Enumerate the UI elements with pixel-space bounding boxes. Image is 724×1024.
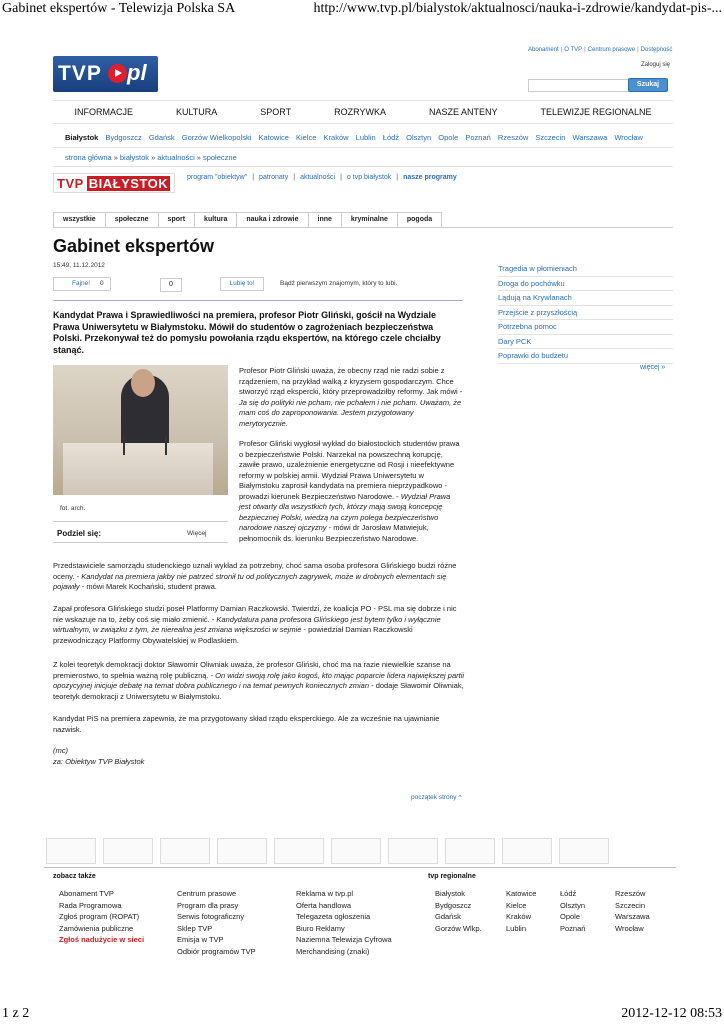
region-lublin[interactable]: Lublin xyxy=(355,133,376,142)
article-photo[interactable] xyxy=(53,365,228,495)
photo-caption: fot. arch. xyxy=(60,505,86,512)
footer-region-link[interactable]: Rzeszów xyxy=(615,889,646,898)
like-count: 0 xyxy=(160,278,182,292)
tab-sport[interactable]: sport xyxy=(158,212,196,227)
footer-region-link[interactable]: Kielce xyxy=(506,900,527,910)
footer-link[interactable]: Oferta handlowa xyxy=(296,900,352,910)
thumbnail[interactable] xyxy=(388,838,438,864)
region-szczecin[interactable]: Szczecin xyxy=(535,133,566,142)
regional-nav-patronaty[interactable]: patronaty xyxy=(259,174,289,181)
related-news-item[interactable]: Tragedia w płomieniach xyxy=(498,262,673,277)
footer-region-link[interactable]: Wrocław xyxy=(615,923,644,933)
top-link-otvp[interactable]: O TVP xyxy=(564,47,583,53)
breadcrumb-home[interactable]: strona główna xyxy=(65,153,112,162)
nav-nasze-anteny[interactable]: NASZE ANTENY xyxy=(428,107,498,117)
region-opole[interactable]: Opole xyxy=(438,133,459,142)
article-title: Gabinet ekspertów xyxy=(53,236,215,256)
footer-link[interactable]: Program dla prasy xyxy=(177,900,239,910)
footer-link-report-abuse[interactable]: Zgłoś nadużycie w sieci xyxy=(59,935,145,944)
region-warszawa[interactable]: Warszawa xyxy=(572,133,608,142)
divider xyxy=(53,521,228,522)
footer-region-link[interactable]: Szczecin xyxy=(615,900,646,910)
thumbnail[interactable] xyxy=(217,838,267,864)
tab-nauka-i-zdrowie[interactable]: nauka i zdrowie xyxy=(236,212,308,227)
article-date: 15:49, 11.12.2012 xyxy=(53,262,105,269)
thumbnail[interactable] xyxy=(160,838,210,864)
regional-nav: program "obiektyw" | patronaty | aktualności | o tvp białystok | nasze programy xyxy=(187,174,457,181)
article-paragraph-3: Przedstawiciele samorządu studenckiego uznali wykład za potrzebny, choć sama osoba profesora Glińskiego budzi różne oceny. - Kandydat na premiera jakby nie patrzeć stronił tu od politycznych zagrywek, może w drobnych elementach się pojawiły - mówi Marek Kochański, student prawa. xyxy=(53,561,457,591)
breadcrumb-spoleczne[interactable]: społeczne xyxy=(202,153,237,162)
footer-region-link[interactable]: Gorzów Wlkp. xyxy=(435,923,482,933)
tab-kryminalne[interactable]: kryminalne xyxy=(341,212,398,227)
top-links: Abonament | O TVP | Centrum prasowe | Dostępność xyxy=(528,47,673,53)
thumbnail[interactable] xyxy=(502,838,552,864)
footer-region-link[interactable]: Białystok xyxy=(435,889,466,898)
logo-pl-text: pl xyxy=(127,60,147,85)
region-bialystok[interactable]: Białystok xyxy=(65,133,99,142)
footer-regional-col-3 xyxy=(560,888,585,934)
footer-region-link[interactable]: Poznań xyxy=(560,923,586,933)
thumbnail[interactable] xyxy=(445,838,495,864)
footer-region-link[interactable]: Bydgoszcz xyxy=(435,900,472,910)
footer-region-link[interactable]: Łódź xyxy=(560,889,577,898)
region-lodz[interactable]: Łódź xyxy=(382,133,400,142)
divider xyxy=(53,166,673,167)
top-link-centrum[interactable]: Centrum prasowe xyxy=(587,47,636,53)
divider xyxy=(53,147,673,148)
region-rzeszow[interactable]: Rzeszów xyxy=(497,133,529,142)
related-news-item[interactable]: Poprawki do budżetu xyxy=(498,349,673,364)
footer-link[interactable]: Odbiór programów TVP xyxy=(177,946,256,956)
regional-nav-aktualnosci[interactable]: aktualności xyxy=(300,174,336,181)
article-paragraph-5: Z kolei teoretyk demokracji doktor Sławomir Oliwniak uważa, że profesor Gliński, choć ma na razie niewielkie szanse na premierostwo, to spełnia ważną rolę publiczną. - On widzi swoją rolę jako kogoś, kto mając poparcie lidera największej partii opozycyjnej inicjuje debatę na temat dobra publicznego i na temat pewnych koniecznych zmian - dodaje Sławomir Oliwniak, teoretyk demokracji z Uniwersytetu w Białymstoku. xyxy=(53,660,465,701)
regional-logo-city: BIAŁYSTOK xyxy=(88,176,169,191)
region-kielce[interactable]: Kielce xyxy=(296,133,317,142)
region-links xyxy=(65,133,648,142)
footer-link[interactable]: Serwis fotograficzny xyxy=(177,912,245,921)
main-nav xyxy=(53,100,673,124)
breadcrumb: strona główna » białystok » aktualności » społeczne xyxy=(65,153,237,162)
nav-sport[interactable]: SPORT xyxy=(260,107,292,117)
divider xyxy=(53,300,463,301)
login-link[interactable]: Zaloguj się xyxy=(641,62,671,68)
top-link-dostepnosc[interactable]: Dostępność xyxy=(640,47,673,53)
footer-region-link[interactable]: Kraków xyxy=(506,912,532,921)
tvp-bialystok-logo[interactable] xyxy=(53,173,175,193)
region-katowice[interactable]: Katowice xyxy=(258,133,289,142)
footer-thumbnails xyxy=(46,838,666,864)
breadcrumb-aktualnosci[interactable]: aktualności xyxy=(157,153,195,162)
article-signature: (mc) xyxy=(53,746,68,755)
footer-link[interactable]: Rada Programowa xyxy=(59,900,122,910)
tab-kultura[interactable]: kultura xyxy=(194,212,237,227)
related-more-link[interactable]: więcej » xyxy=(640,364,666,371)
region-olsztyn[interactable]: Olsztyn xyxy=(406,133,432,142)
like-social-text: Bądź pierwszym znajomym, który to lubi. xyxy=(280,280,398,287)
footer-link[interactable]: Telegazeta ogłoszenia xyxy=(296,912,371,921)
related-news xyxy=(498,262,673,364)
related-news-item[interactable]: Dary PCK xyxy=(498,335,673,350)
play-icon xyxy=(108,64,127,83)
related-news-item[interactable]: Potrzebna pomoc xyxy=(498,320,673,335)
breadcrumb-bialystok[interactable]: białystok xyxy=(119,153,150,162)
footer-col-2 xyxy=(177,888,256,957)
related-news-item[interactable]: Droga do pochówku xyxy=(498,277,673,292)
thumbnail[interactable] xyxy=(559,838,609,864)
footer-link[interactable]: Reklama w tvp.pl xyxy=(296,889,354,898)
footer-regional-col-2 xyxy=(506,888,536,934)
footer-link[interactable]: Centrum prasowe xyxy=(177,889,237,898)
category-tabs xyxy=(53,212,673,228)
nav-informacje[interactable]: INFORMACJE xyxy=(74,107,133,117)
footer-link[interactable]: Biuro Reklamy xyxy=(296,923,345,933)
footer-link[interactable]: Abonament TVP xyxy=(59,889,114,898)
footer-link[interactable]: Naziemna Telewizja Cyfrowa xyxy=(296,935,392,944)
divider xyxy=(53,542,228,543)
footer-region-link[interactable]: Gdańsk xyxy=(435,912,461,921)
back-to-top-link[interactable]: początek strony ^ xyxy=(411,794,462,801)
article-paragraph-6: Kandydat PiS na premiera zapewnia, że ma przygotowany skład rządu eksperckiego. Ale za wcześnie na ujawnianie nazwisk. xyxy=(53,714,440,734)
footer-region-link[interactable]: Lublin xyxy=(506,923,527,933)
footer-col-1 xyxy=(59,888,144,946)
region-bydgoszcz[interactable]: Bydgoszcz xyxy=(105,133,142,142)
footer-link[interactable]: Zamówienia publiczne xyxy=(59,923,134,933)
footer-region-link[interactable]: Warszawa xyxy=(615,912,650,921)
print-page-title: Gabinet ekspertów - Telewizja Polska SA xyxy=(2,1,236,16)
footer-link[interactable]: Emisja w TVP xyxy=(177,935,224,944)
article-lead: Kandydat Prawa i Sprawiedliwości na premiera, profesor Piotr Gliński, gościł na Wydziale Prawa Uniwersytetu w Białymstoku. Mówił do studentów o zagrożeniach bezpieczeństwa Polski. Przekonywał też do pomysłu powołania rządu ekspertów, na którego czele chciałby stanąć. xyxy=(53,310,441,355)
footer-region-link[interactable]: Olsztyn xyxy=(560,900,586,910)
thumbnail[interactable] xyxy=(46,838,96,864)
nav-telewizje-regionalne[interactable]: TELEWIZJE REGIONALNE xyxy=(540,107,652,117)
related-news-item[interactable]: Lądują na Krywlanach xyxy=(498,291,673,306)
fajne-count: 0 xyxy=(100,280,104,287)
tab-spoleczne[interactable]: społeczne xyxy=(105,212,159,227)
region-krakow[interactable]: Kraków xyxy=(323,133,349,142)
footer-link[interactable]: Merchandising (znaki) xyxy=(296,946,370,956)
tab-pogoda[interactable]: pogoda xyxy=(397,212,442,227)
footer-regional-col-4 xyxy=(615,888,650,934)
footer-region-link[interactable]: Opole xyxy=(560,912,581,921)
article-body-column xyxy=(239,366,463,554)
thumbnail[interactable] xyxy=(103,838,153,864)
article-paragraph-1: Profesor Piotr Gliński uważa, że obecny rząd nie radzi sobie z rządzeniem, na przykład walką z kryzysem gospodarczym. Chce stworzyć rząd ekspercki, który przeprowadziłby reformy. Jak mówi - Ja się do polityki nie pcham, nie pchałem i nie pcham. Uważam, że mam coś do zaproponowania. Jestem przygotowany merytorycznie. xyxy=(239,366,463,428)
regional-logo-tvp: TVP xyxy=(57,176,84,191)
search-input[interactable] xyxy=(528,79,640,92)
footer-see-also-title: zobacz także xyxy=(53,873,96,880)
like-button[interactable]: Lubię to! xyxy=(220,277,264,291)
tab-wszystkie[interactable]: wszystkie xyxy=(53,212,106,227)
thumbnail[interactable] xyxy=(274,838,324,864)
print-url: http://www.tvp.pl/bialystok/aktualnosci/nauka-i-zdrowie/kandydat-pis-... xyxy=(313,1,722,16)
fajne-label: Fajne! xyxy=(72,280,91,287)
share-more-link[interactable]: Więcej xyxy=(187,530,207,537)
region-gorzow[interactable]: Gorzów Wielkopolski xyxy=(181,133,252,142)
nav-rozrywka[interactable]: ROZRYWKA xyxy=(334,107,386,117)
divider xyxy=(44,867,676,868)
regional-nav-nasze-programy[interactable]: nasze programy xyxy=(403,174,457,181)
region-wroclaw[interactable]: Wrocław xyxy=(614,133,643,142)
tvp-logo[interactable] xyxy=(53,56,158,92)
nav-kultura[interactable]: KULTURA xyxy=(175,107,218,117)
footer-col-3 xyxy=(296,888,392,957)
footer-region-link[interactable]: Katowice xyxy=(506,889,537,898)
region-poznan[interactable]: Poznań xyxy=(465,133,491,142)
top-link-abonament[interactable]: Abonament xyxy=(528,47,559,53)
article-source: za: Obiektyw TVP Białystok xyxy=(53,757,145,766)
print-page-number: 1 z 2 xyxy=(2,1006,30,1021)
regional-nav-o-tvp[interactable]: o tvp białystok xyxy=(346,174,392,181)
fajne-button[interactable] xyxy=(53,277,111,291)
article-paragraph-2: Profesor Gliński wygłosił wykład do białostockich studentów prawa o bezpieczeństwie Polski. Narzekał na powszechną korupcję, zawiłe prawo, uzależnienie energetyczne od Rosji i nieefektywne reformy w polskiej armii. Wydział Prawa Uniwersytetu w Białymstoku zaprosił kandydata na premiera nieprzypadkowo - prowadzi kierunek Bezpieczeństwo Narodowe. - Wydział Prawa jest otwarty dla wszystkich tych, którzy mają swoją koncepcję bezpiecznej Polski, wiedzą na czym polega bezpieczeństwo narodowe naszej ojczyzny - mówi dr Jarosław Matwiejuk, pełnomocnik ds. kierunku Bezpieczeństwo Narodowe. xyxy=(239,439,460,543)
region-gdansk[interactable]: Gdańsk xyxy=(148,133,175,142)
print-datetime: 2012-12-12 08:53 xyxy=(621,1006,722,1021)
search-button[interactable]: Szukaj xyxy=(628,78,668,92)
tab-inne[interactable]: inne xyxy=(308,212,342,227)
related-news-item[interactable]: Przejście z przyszłością xyxy=(498,306,673,321)
footer-regional-title: tvp regionalne xyxy=(428,873,476,880)
footer-link[interactable]: Sklep TVP xyxy=(177,923,213,933)
footer-link[interactable]: Zgłoś program (ROPAT) xyxy=(59,912,140,921)
footer-regional-col-1 xyxy=(435,888,482,934)
thumbnail[interactable] xyxy=(331,838,381,864)
share-label: Podziel się: xyxy=(57,529,102,538)
article-paragraph-4: Zapał profesora Glińskiego studzi poseł Platformy Damian Raczkowski. Twierdzi, że koalicja PO - PSL ma się dobrze i nic nie wskazuje na to, żeby coś się miało zmienić. - Kandydatura pana profesora Glińskiego jest bytem tylko i wyłącznie wirtualnym, w związku z tym, że nierealna jest zmiana większości w sejmie - powiedział Damian Raczkowski przewodniczący Platformy Obywatelskiej w Podlaskiem. xyxy=(53,604,457,645)
regional-nav-obiektyw[interactable]: program "obiektyw" xyxy=(187,174,248,181)
logo-tvp-text: TVP xyxy=(58,62,102,85)
